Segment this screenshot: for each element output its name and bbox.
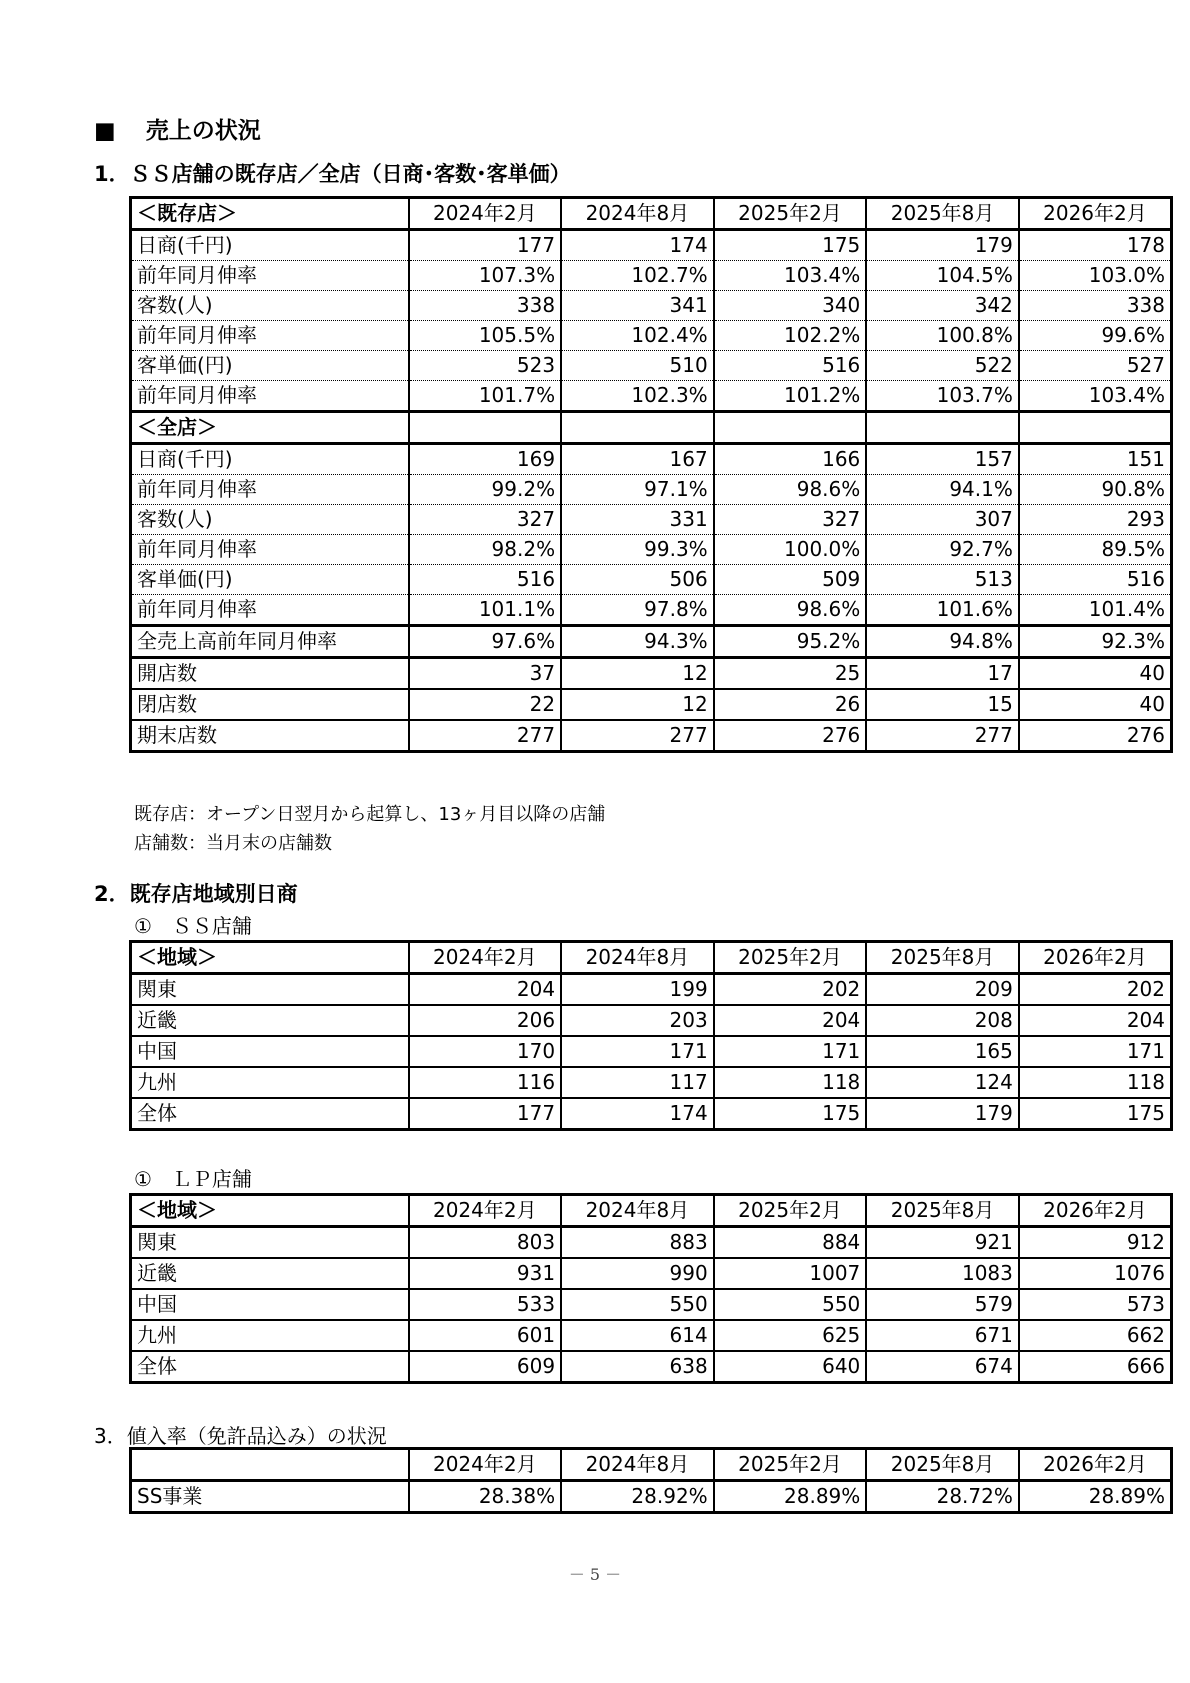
value-cell: 40	[1019, 689, 1172, 720]
table-row	[131, 381, 1172, 412]
column-header: 2025年8月	[866, 198, 1019, 230]
value-cell: 15	[866, 689, 1019, 720]
value-cell: 342	[866, 291, 1019, 321]
header-row	[131, 942, 1172, 974]
value-cell: 98.6%	[714, 475, 867, 505]
value-cell: 99.3%	[561, 535, 714, 565]
value-cell: 99.2%	[409, 475, 562, 505]
value-cell: 177	[409, 1098, 562, 1130]
column-header: 2025年8月	[866, 1449, 1019, 1481]
value-cell: 174	[561, 230, 714, 261]
value-cell: 94.3%	[561, 626, 714, 658]
value-cell: 199	[561, 974, 714, 1006]
value-cell: 101.4%	[1019, 595, 1172, 626]
column-header: 2026年2月	[1019, 1449, 1172, 1481]
empty-cell	[409, 412, 562, 444]
value-cell: 171	[714, 1036, 867, 1067]
row-label: 前年同月伸率	[131, 321, 409, 351]
row-label: 日商(千円)	[131, 444, 409, 475]
value-cell: 203	[561, 1005, 714, 1036]
value-cell: 327	[409, 505, 562, 535]
value-cell: 338	[409, 291, 562, 321]
table-row	[131, 535, 1172, 565]
value-cell: 338	[1019, 291, 1172, 321]
table-row	[131, 505, 1172, 535]
header-label: ＜地域＞	[131, 942, 409, 974]
value-cell: 341	[561, 291, 714, 321]
column-header: 2024年8月	[561, 1195, 714, 1227]
row-label: 前年同月伸率	[131, 475, 409, 505]
lp-region-table	[129, 1193, 1173, 1384]
value-cell: 276	[714, 720, 867, 752]
table-row	[131, 974, 1172, 1006]
value-cell: 175	[714, 1098, 867, 1130]
value-cell: 92.3%	[1019, 626, 1172, 658]
row-label: 期末店数	[131, 720, 409, 752]
value-cell: 307	[866, 505, 1019, 535]
value-cell: 177	[409, 230, 562, 261]
value-cell: 208	[866, 1005, 1019, 1036]
row-label: 前年同月伸率	[131, 261, 409, 291]
note-existing-store: 既存店：オープン日翌月から起算し、13ヶ月目以降の店舗	[134, 804, 606, 825]
column-header: 2025年2月	[714, 1449, 867, 1481]
section3-title: 3．値入率（免許品込み）の状況	[94, 1424, 387, 1448]
table-row	[131, 1098, 1172, 1130]
value-cell: 171	[561, 1036, 714, 1067]
value-cell: 277	[866, 720, 1019, 752]
value-cell: 331	[561, 505, 714, 535]
value-cell: 124	[866, 1067, 1019, 1098]
value-cell: 12	[561, 689, 714, 720]
row-label: 九州	[131, 1067, 409, 1098]
value-cell: 921	[866, 1227, 1019, 1259]
value-cell: 95.2%	[714, 626, 867, 658]
value-cell: 640	[714, 1351, 867, 1383]
value-cell: 101.6%	[866, 595, 1019, 626]
header-row	[131, 1195, 1172, 1227]
page-heading-text: 売上の状況	[145, 118, 261, 144]
value-cell: 510	[561, 351, 714, 381]
ss-region-subtitle: ① ＳＳ店舗	[134, 914, 252, 938]
value-cell: 100.0%	[714, 535, 867, 565]
header-label: ＜既存店＞	[131, 198, 409, 230]
table-row	[131, 475, 1172, 505]
column-header: 2024年2月	[409, 1195, 562, 1227]
row-label: 全売上高前年同月伸率	[131, 626, 409, 658]
row-label: SS事業	[131, 1481, 409, 1513]
value-cell: 102.4%	[561, 321, 714, 351]
value-cell: 102.2%	[714, 321, 867, 351]
value-cell: 513	[866, 565, 1019, 595]
table-row	[131, 230, 1172, 261]
table-row	[131, 1258, 1172, 1289]
row-label: 関東	[131, 1227, 409, 1259]
column-header: 2026年2月	[1019, 1195, 1172, 1227]
empty-cell	[1019, 412, 1172, 444]
value-cell: 990	[561, 1258, 714, 1289]
table-row	[131, 321, 1172, 351]
value-cell: 22	[409, 689, 562, 720]
value-cell: 674	[866, 1351, 1019, 1383]
value-cell: 1076	[1019, 1258, 1172, 1289]
value-cell: 28.89%	[1019, 1481, 1172, 1513]
value-cell: 625	[714, 1320, 867, 1351]
section2-title: 2．既存店地域別日商	[94, 882, 298, 906]
table-row	[131, 595, 1172, 626]
row-label: 九州	[131, 1320, 409, 1351]
value-cell: 28.92%	[561, 1481, 714, 1513]
value-cell: 202	[1019, 974, 1172, 1006]
value-cell: 103.7%	[866, 381, 1019, 412]
value-cell: 601	[409, 1320, 562, 1351]
value-cell: 883	[561, 1227, 714, 1259]
margin-rate-table	[129, 1447, 1173, 1514]
value-cell: 206	[409, 1005, 562, 1036]
header-label: ＜地域＞	[131, 1195, 409, 1227]
empty-cell	[561, 412, 714, 444]
value-cell: 671	[866, 1320, 1019, 1351]
table-row	[131, 1067, 1172, 1098]
value-cell: 579	[866, 1289, 1019, 1320]
value-cell: 884	[714, 1227, 867, 1259]
value-cell: 28.38%	[409, 1481, 562, 1513]
value-cell: 506	[561, 565, 714, 595]
row-label: 関東	[131, 974, 409, 1006]
column-header: 2024年8月	[561, 1449, 714, 1481]
value-cell: 94.8%	[866, 626, 1019, 658]
value-cell: 98.2%	[409, 535, 562, 565]
value-cell: 179	[866, 230, 1019, 261]
value-cell: 202	[714, 974, 867, 1006]
value-cell: 102.3%	[561, 381, 714, 412]
table-row	[131, 626, 1172, 658]
value-cell: 803	[409, 1227, 562, 1259]
value-cell: 175	[714, 230, 867, 261]
value-cell: 25	[714, 658, 867, 690]
value-cell: 327	[714, 505, 867, 535]
row-label: 前年同月伸率	[131, 535, 409, 565]
column-header: 2024年2月	[409, 198, 562, 230]
column-header: 2026年2月	[1019, 942, 1172, 974]
value-cell: 116	[409, 1067, 562, 1098]
value-cell: 527	[1019, 351, 1172, 381]
value-cell: 516	[1019, 565, 1172, 595]
value-cell: 89.5%	[1019, 535, 1172, 565]
header-row	[131, 198, 1172, 230]
value-cell: 171	[1019, 1036, 1172, 1067]
value-cell: 101.2%	[714, 381, 867, 412]
value-cell: 102.7%	[561, 261, 714, 291]
row-label: 客数(人)	[131, 505, 409, 535]
value-cell: 209	[866, 974, 1019, 1006]
value-cell: 179	[866, 1098, 1019, 1130]
section1-notes	[134, 800, 605, 858]
row-label: 前年同月伸率	[131, 381, 409, 412]
value-cell: 522	[866, 351, 1019, 381]
value-cell: 170	[409, 1036, 562, 1067]
value-cell: 1083	[866, 1258, 1019, 1289]
column-header: 2025年8月	[866, 942, 1019, 974]
header-row	[131, 1449, 1172, 1481]
row-label: 中国	[131, 1289, 409, 1320]
value-cell: 175	[1019, 1098, 1172, 1130]
row-label: 前年同月伸率	[131, 595, 409, 626]
table-row	[131, 1481, 1172, 1513]
value-cell: 662	[1019, 1320, 1172, 1351]
column-header: 2024年2月	[409, 1449, 562, 1481]
value-cell: 117	[561, 1067, 714, 1098]
note-store-count: 店舗数：当月末の店舗数	[134, 833, 332, 854]
value-cell: 118	[1019, 1067, 1172, 1098]
value-cell: 204	[714, 1005, 867, 1036]
value-cell: 165	[866, 1036, 1019, 1067]
value-cell: 97.8%	[561, 595, 714, 626]
value-cell: 118	[714, 1067, 867, 1098]
value-cell: 533	[409, 1289, 562, 1320]
row-label: 客数(人)	[131, 291, 409, 321]
ss-region-table	[129, 940, 1173, 1131]
value-cell: 277	[409, 720, 562, 752]
value-cell: 12	[561, 658, 714, 690]
row-label: 近畿	[131, 1005, 409, 1036]
ss-store-table	[129, 196, 1173, 753]
table-row	[131, 689, 1172, 720]
row-label: 全体	[131, 1351, 409, 1383]
table-row	[131, 1036, 1172, 1067]
value-cell: 103.0%	[1019, 261, 1172, 291]
value-cell: 107.3%	[409, 261, 562, 291]
page-heading	[94, 112, 261, 145]
value-cell: 340	[714, 291, 867, 321]
value-cell: 293	[1019, 505, 1172, 535]
table-row	[131, 1289, 1172, 1320]
value-cell: 37	[409, 658, 562, 690]
value-cell: 609	[409, 1351, 562, 1383]
value-cell: 28.89%	[714, 1481, 867, 1513]
value-cell: 550	[714, 1289, 867, 1320]
value-cell: 550	[561, 1289, 714, 1320]
value-cell: 101.7%	[409, 381, 562, 412]
value-cell: 276	[1019, 720, 1172, 752]
value-cell: 516	[409, 565, 562, 595]
row-label: 客単価(円)	[131, 351, 409, 381]
page-number: － 5 －	[568, 1565, 622, 1584]
empty-cell	[866, 412, 1019, 444]
value-cell: 204	[1019, 1005, 1172, 1036]
value-cell: 174	[561, 1098, 714, 1130]
table-row	[131, 1320, 1172, 1351]
value-cell: 1007	[714, 1258, 867, 1289]
value-cell: 97.1%	[561, 475, 714, 505]
value-cell: 151	[1019, 444, 1172, 475]
row-label: 近畿	[131, 1258, 409, 1289]
row-label: 客単価(円)	[131, 565, 409, 595]
lp-region-subtitle: ① ＬＰ店舗	[134, 1167, 252, 1191]
value-cell: 516	[714, 351, 867, 381]
column-header: 2025年2月	[714, 198, 867, 230]
value-cell: 523	[409, 351, 562, 381]
row-label: 中国	[131, 1036, 409, 1067]
column-header: 2025年2月	[714, 942, 867, 974]
column-header: 2025年8月	[866, 1195, 1019, 1227]
value-cell: 92.7%	[866, 535, 1019, 565]
value-cell: 167	[561, 444, 714, 475]
table-row	[131, 261, 1172, 291]
value-cell: 277	[561, 720, 714, 752]
value-cell: 931	[409, 1258, 562, 1289]
value-cell: 99.6%	[1019, 321, 1172, 351]
table-row	[131, 658, 1172, 690]
value-cell: 90.8%	[1019, 475, 1172, 505]
row-label: 開店数	[131, 658, 409, 690]
value-cell: 100.8%	[866, 321, 1019, 351]
table-row	[131, 291, 1172, 321]
value-cell: 97.6%	[409, 626, 562, 658]
table-row	[131, 1227, 1172, 1259]
table-row	[131, 351, 1172, 381]
section1-title: 1．ＳＳ店舗の既存店／全店（日商･客数･客単価）	[94, 162, 571, 186]
table-row	[131, 565, 1172, 595]
value-cell: 614	[561, 1320, 714, 1351]
empty-cell	[714, 412, 867, 444]
value-cell: 103.4%	[714, 261, 867, 291]
value-cell: 101.1%	[409, 595, 562, 626]
column-header: 2026年2月	[1019, 198, 1172, 230]
value-cell: 166	[714, 444, 867, 475]
value-cell: 40	[1019, 658, 1172, 690]
row-label: 閉店数	[131, 689, 409, 720]
value-cell: 178	[1019, 230, 1172, 261]
value-cell: 638	[561, 1351, 714, 1383]
value-cell: 666	[1019, 1351, 1172, 1383]
bullet-square-icon: ■	[94, 118, 116, 144]
row-label: 日商(千円)	[131, 230, 409, 261]
column-header: 2025年2月	[714, 1195, 867, 1227]
value-cell: 204	[409, 974, 562, 1006]
table-row	[131, 444, 1172, 475]
value-cell: 157	[866, 444, 1019, 475]
column-header: 2024年8月	[561, 198, 714, 230]
value-cell: 912	[1019, 1227, 1172, 1259]
value-cell: 26	[714, 689, 867, 720]
group-header-label: ＜全店＞	[131, 412, 409, 444]
group-header-row	[131, 412, 1172, 444]
value-cell: 28.72%	[866, 1481, 1019, 1513]
value-cell: 104.5%	[866, 261, 1019, 291]
table-row	[131, 720, 1172, 752]
column-header: 2024年8月	[561, 942, 714, 974]
header-label	[131, 1449, 409, 1481]
value-cell: 105.5%	[409, 321, 562, 351]
value-cell: 573	[1019, 1289, 1172, 1320]
value-cell: 103.4%	[1019, 381, 1172, 412]
column-header: 2024年2月	[409, 942, 562, 974]
value-cell: 94.1%	[866, 475, 1019, 505]
value-cell: 169	[409, 444, 562, 475]
table-row	[131, 1351, 1172, 1383]
value-cell: 98.6%	[714, 595, 867, 626]
value-cell: 509	[714, 565, 867, 595]
value-cell: 17	[866, 658, 1019, 690]
row-label: 全体	[131, 1098, 409, 1130]
table-row	[131, 1005, 1172, 1036]
